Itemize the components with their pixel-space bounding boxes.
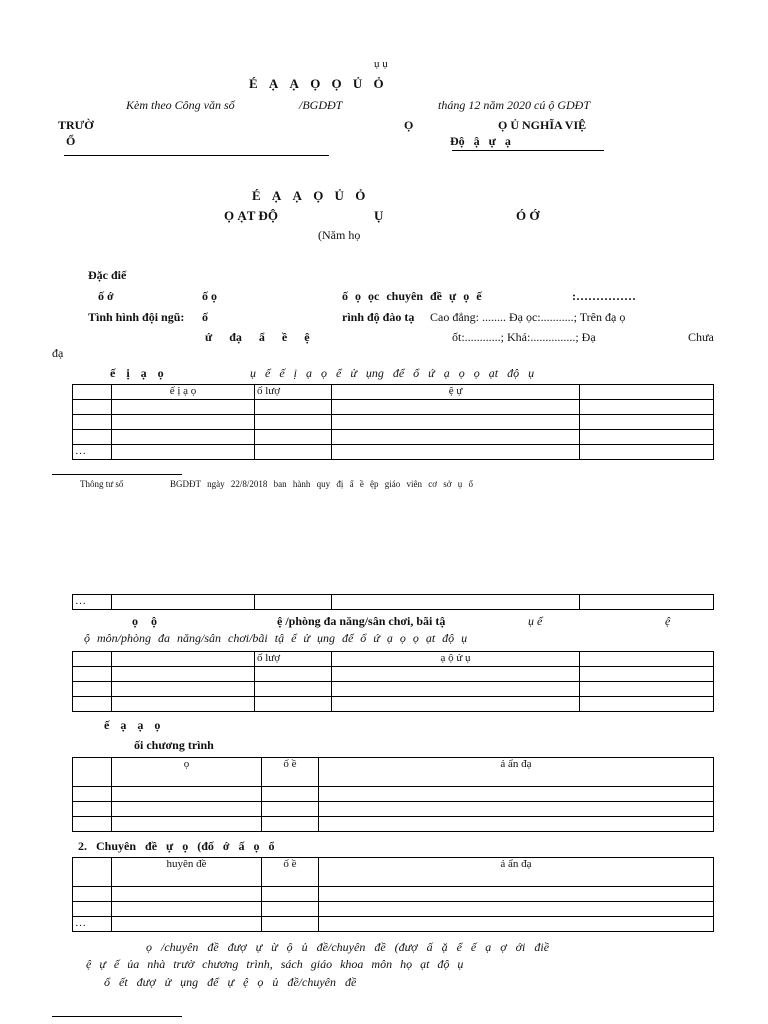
- school-label-2: Ổ: [66, 134, 76, 148]
- equipment-table: [72, 384, 714, 460]
- table-cell: [73, 697, 112, 712]
- table-cell: [255, 682, 332, 697]
- rooms-heading-line2: ộ môn/phòng đa năng/sân chơi/bãi tậ ể ử ụng để ổ ứ ạ ọ ọ ạt độ ụ: [84, 631, 468, 645]
- table-cell: [319, 902, 714, 917]
- features-a1: ố ớ: [98, 289, 114, 303]
- table-cell: [73, 667, 112, 682]
- table-cell: huyên đề: [112, 858, 262, 887]
- table-cell: [580, 595, 714, 610]
- rooms-heading-c: ụ ể: [528, 614, 543, 628]
- table-cell: [112, 787, 262, 802]
- table-cell: [580, 682, 714, 697]
- table-cell: [112, 697, 255, 712]
- table-cell: [319, 802, 714, 817]
- republic-left: Ọ: [404, 118, 414, 132]
- staff-b: rình độ đào tạ: [342, 310, 415, 324]
- table-row: [73, 917, 714, 932]
- table-cell: [580, 430, 714, 445]
- table-cell: ệ ự: [332, 385, 580, 400]
- footnote-separator: [52, 474, 182, 475]
- school-underline: [64, 155, 329, 156]
- table-cell: [73, 682, 112, 697]
- features-a2: ố ọ: [202, 289, 217, 303]
- table-cell: [112, 595, 255, 610]
- table-header-row: [73, 652, 714, 667]
- table-cell: [319, 917, 714, 932]
- plan-title-line2-c: Ó Ớ: [516, 208, 540, 223]
- table-row: [73, 430, 714, 445]
- plan-title-line2-a: Ọ ẠT ĐỘ: [224, 208, 278, 223]
- table-cell: [73, 758, 112, 787]
- table-cell: ố lượ: [255, 385, 332, 400]
- table-cell: [262, 817, 319, 832]
- rooms-table: [72, 651, 714, 712]
- table-cell: [73, 802, 112, 817]
- features-a4: :……………: [572, 289, 636, 303]
- table-header-row: [73, 385, 714, 400]
- table-row: [73, 787, 714, 802]
- table-cell: ạ ộ ử ụ: [332, 652, 580, 667]
- table-cell: [332, 697, 580, 712]
- table-cell: [319, 787, 714, 802]
- footnote-text: Thông tư số: [80, 479, 124, 489]
- table-cell: [73, 887, 112, 902]
- table-cell: [262, 787, 319, 802]
- table-cell: [262, 917, 319, 932]
- features-heading: Đặc điể: [88, 268, 127, 282]
- table-cell: ố ề: [262, 758, 319, 787]
- footnote-separator-2: [52, 1016, 182, 1017]
- table-cell: ế ị ạ ọ: [112, 385, 255, 400]
- table-cell: ả ẩn đạ: [319, 758, 714, 787]
- section2-heading: ế ạ ạ ọ: [104, 718, 161, 732]
- table-cell: [73, 902, 112, 917]
- subtitle-left: Kèm theo Công văn số: [126, 98, 235, 112]
- motto-underline: [452, 150, 604, 151]
- table-cell: [332, 682, 580, 697]
- plan-year: (Năm họ: [318, 228, 361, 242]
- school-label: TRƯỜ: [58, 118, 94, 132]
- table-cell: [255, 697, 332, 712]
- table-cell: [332, 445, 580, 460]
- staff-a: ố: [202, 310, 208, 324]
- equipment-heading: ế ị ạ ọ: [110, 366, 164, 380]
- republic-right: Ọ Ủ NGHĨA VIỆ: [498, 118, 587, 132]
- table-cell: [580, 667, 714, 682]
- doc-top-line: ụ ụ: [374, 58, 388, 70]
- table-cell: [112, 902, 262, 917]
- table-cell: [73, 817, 112, 832]
- table-row: [73, 445, 714, 460]
- equipment-table-continued: [72, 594, 714, 610]
- table-cell: ố ề: [262, 858, 319, 887]
- table-cell: [73, 385, 112, 400]
- table-cell: [332, 400, 580, 415]
- table-cell: [255, 667, 332, 682]
- table-header-row: [73, 858, 714, 887]
- table-row: [73, 902, 714, 917]
- subtitle-right: tháng 12 năm 2020 cú ộ GDĐT: [438, 98, 590, 112]
- table-cell: [255, 430, 332, 445]
- table-cell: [262, 802, 319, 817]
- table-cell: [73, 400, 112, 415]
- table-cell: [332, 415, 580, 430]
- note-line-1: ọ /chuyên đề đượ ự ừ ộ ủ đề/chuyên đề (đượ ấ ặ ể ế ạ ợ ới điề: [146, 940, 550, 954]
- table-cell: [262, 902, 319, 917]
- table-cell: [112, 400, 255, 415]
- table-cell: [73, 430, 112, 445]
- table-cell: ọ: [112, 758, 262, 787]
- table-cell: [262, 887, 319, 902]
- table-cell: [73, 652, 112, 667]
- table-cell: [255, 445, 332, 460]
- table-cell: …: [73, 917, 112, 932]
- table-cell: [580, 385, 714, 400]
- rooms-heading-b: ệ /phòng đa năng/sân chơi, bãi tậ: [277, 614, 446, 628]
- table-cell: [112, 817, 262, 832]
- table-row: [73, 697, 714, 712]
- table-cell: …: [73, 445, 112, 460]
- table-cell: [112, 917, 262, 932]
- table-cell: [319, 817, 714, 832]
- table-cell: [580, 400, 714, 415]
- table-row: [73, 887, 714, 902]
- table-cell: [580, 652, 714, 667]
- motto: Độ ậ ự ạ: [450, 134, 511, 148]
- rank-a: ứ đạ ẩ ề ệ: [205, 330, 310, 344]
- table-cell: [112, 802, 262, 817]
- table-row: [73, 802, 714, 817]
- plan-title-line2-b: Ụ: [374, 208, 384, 223]
- table-cell: [580, 697, 714, 712]
- features-a3: ố ọ ọc chuyên đề ự ọ ế: [342, 289, 482, 303]
- table-cell: [580, 445, 714, 460]
- table-cell: ả ẩn đạ: [319, 858, 714, 887]
- table-row: [73, 817, 714, 832]
- doc-title: É Ạ Ạ Ọ Ọ Ủ Ỏ: [249, 76, 384, 91]
- table-row: [73, 667, 714, 682]
- footnote-text-b: BGDĐT ngày 22/8/2018 ban hành quy đị ẩ ề ệp giáo viên cơ sở ụ ổ: [170, 479, 474, 489]
- table-cell: …: [73, 595, 112, 610]
- table-cell: ố lượ: [255, 652, 332, 667]
- table-cell: [255, 415, 332, 430]
- table-cell: [112, 430, 255, 445]
- rooms-heading-d: ệ: [665, 614, 671, 628]
- table-row: [73, 595, 714, 610]
- table-row: [73, 682, 714, 697]
- table-cell: [73, 787, 112, 802]
- table-cell: [332, 430, 580, 445]
- table-cell: [112, 667, 255, 682]
- table-cell: [112, 682, 255, 697]
- rooms-heading: ọ ộ: [132, 614, 157, 628]
- equipment-heading-detail: ụ ể ế ị ạ ọ ể ử ụng để ổ ứ ạ ọ ọ ạt độ ụ: [250, 366, 535, 380]
- table-cell: [255, 595, 332, 610]
- rank-c: Chưa: [688, 330, 714, 344]
- rank-d: đạ: [52, 346, 64, 360]
- staff-c: Cao đẳng: ........ Đạ ọc:...........; Trên đạ ọ: [430, 310, 626, 324]
- note-line-3: ổ ết đượ ử ụng để ự ệ ọ ủ đề/chuyên đề: [104, 975, 357, 989]
- topics-table: [72, 857, 714, 932]
- table-cell: [319, 887, 714, 902]
- rank-b: ốt:............; Khá:...............; Đạ: [452, 330, 596, 344]
- table-cell: [73, 415, 112, 430]
- table-row: [73, 400, 714, 415]
- curriculum-table: [72, 757, 714, 832]
- table-cell: [255, 400, 332, 415]
- plan-title: É Ạ Ạ Ọ Ủ Ỏ: [252, 188, 366, 203]
- table-header-row: [73, 758, 714, 787]
- table-cell: [112, 445, 255, 460]
- table-cell: [112, 652, 255, 667]
- topics-heading: 2. Chuyên đề ự ọ (đố ớ ấ ọ ổ: [78, 839, 275, 853]
- table-cell: [112, 415, 255, 430]
- staff-label: Tình hình đội ngũ:: [88, 310, 185, 324]
- subtitle-mid: /BGDĐT: [299, 98, 343, 112]
- table-row: [73, 415, 714, 430]
- table-cell: [332, 667, 580, 682]
- table-cell: [332, 595, 580, 610]
- table-cell: [112, 887, 262, 902]
- table-cell: [580, 415, 714, 430]
- note-line-2: ệ ự ế ủa nhà trườ chương trình, sách giáo khoa môn họ ạt độ ụ: [86, 957, 464, 971]
- table-cell: [73, 858, 112, 887]
- section2-subheading: ối chương trình: [134, 738, 214, 752]
